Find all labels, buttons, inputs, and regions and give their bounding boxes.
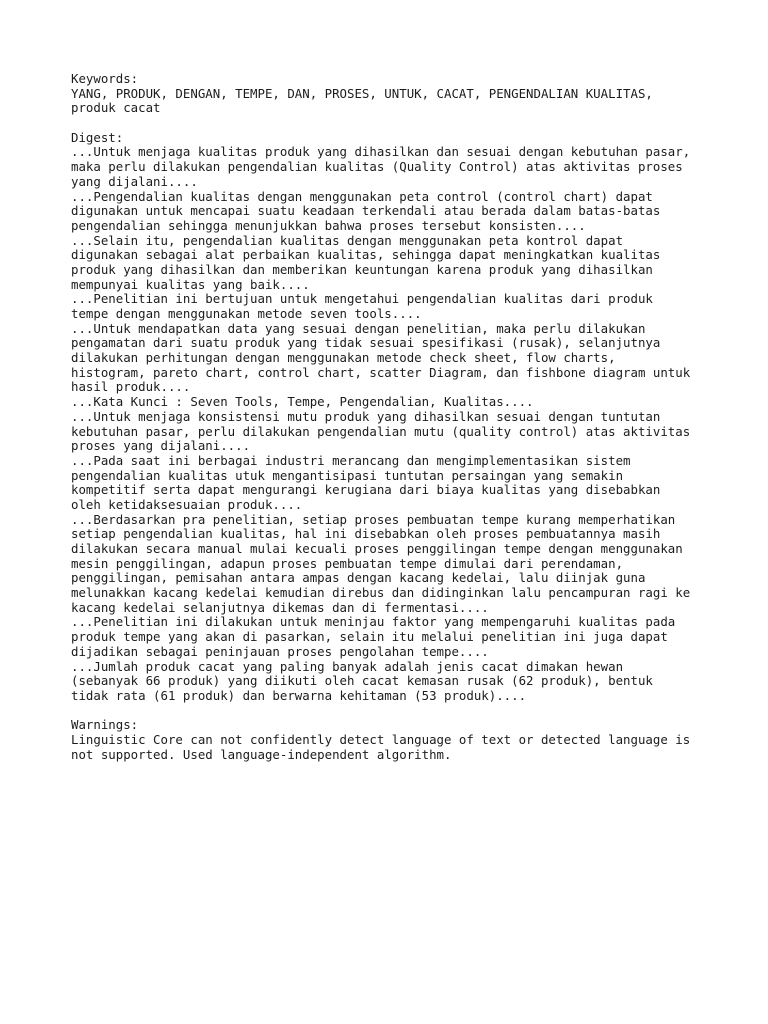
digest-heading: Digest: [71,129,124,145]
digest-line: digunakan sebagai alat perbaikan kualitas, sehingga dapat meningkatkan kualitas [71,247,661,263]
digest-line: oleh ketidaksesuaian produk.... [71,496,303,512]
digest-line: kacang kedelai selanjutnya dikemas dan di fermentasi.... [71,599,489,615]
digest-line: ...Kata Kunci : Seven Tools, Tempe, Pengendalian, Kualitas.... [71,394,534,410]
digest-line: mempunyai kualitas yang baik.... [71,276,310,292]
digest-line: mesin penggilingan, adapun proses pembuatan tempe dimulai dari perendaman, [71,555,624,571]
digest-line: digunakan untuk mencapai suatu keadaan terkendali atau berada dalam batas-batas [71,203,661,219]
digest-line: setiap pengendalian kualitas, hal ini disebabkan oleh proses pembuatannya masih [71,526,661,542]
keywords-line: YANG, PRODUK, DENGAN, TEMPE, DAN, PROSES, UNTUK, CACAT, PENGENDALIAN KUALITAS, [71,85,653,101]
digest-line: ...Untuk menjaga konsistensi mutu produk yang dihasilkan sesuai dengan tuntutan [71,408,661,424]
digest-line: ...Berdasarkan pra penelitian, setiap proses pembuatan tempe kurang memperhatikan [71,511,676,527]
digest-line: yang dijalani.... [71,173,198,189]
digest-line: produk yang dihasilkan dan memberikan keuntungan karena produk yang dihasilkan [71,261,653,277]
digest-line: ...Penelitian ini dilakukan untuk meninjau faktor yang mempengaruhi kualitas pada [71,614,676,630]
digest-line: ...Selain itu, pengendalian kualitas dengan menggunakan peta kontrol dapat [71,232,624,248]
digest-line: maka perlu dilakukan pengendalian kualitas (Quality Control) atas aktivitas proses [71,159,683,175]
digest-line: pengendalian kualitas utuk mengantisipasi tuntutan persaingan yang semakin [71,467,624,483]
digest-line: dilakukan perhitungan dengan menggunakan metode check sheet, flow charts, [71,350,616,366]
digest-line: histogram, pareto chart, control chart, scatter Diagram, dan fishbone diagram untuk [71,364,691,380]
digest-line: melunakkan kacang kedelai kemudian direbus dan didinginkan lalu pencampuran ragi ke [71,585,691,601]
digest-line: ...Jumlah produk cacat yang paling banyak adalah jenis cacat dimakan hewan [71,658,624,674]
document-body [71,72,761,762]
digest-section [71,131,761,704]
digest-line: proses yang dijalani.... [71,438,251,454]
digest-line: pengamatan dari suatu produk yang tidak sesuai spesifikasi (rusak), selanjutnya [71,335,661,351]
digest-line: pengendalian sehingga menunjukkan bahwa proses tersebut konsisten.... [71,217,586,233]
digest-line: tempe dengan menggunakan metode seven tools.... [71,306,422,321]
warnings-line: Linguistic Core can not confidently detect language of text or detected language is [71,731,691,747]
digest-line: tidak rata (61 produk) dan berwarna kehitaman (53 produk).... [71,687,527,703]
keywords-heading: Keywords: [71,71,139,86]
warnings-section [71,718,761,762]
digest-line: ...Pada saat ini berbagai industri merancang dan mengimplementasikan sistem [71,452,631,468]
digest-line: ...Pengendalian kualitas dengan menggunakan peta control (control chart) dapat [71,188,653,204]
digest-line: dilakukan secara manual mulai kecuali proses penggilingan tempe dengan menggunakan [71,541,683,556]
digest-line: kebutuhan pasar, perlu dilakukan pengendalian mutu (quality control) atas aktivitas [71,423,691,439]
digest-line: ...Penelitian ini bertujuan untuk mengetahui pengendalian kualitas dari produk [71,291,653,307]
digest-line: penggilingan, pemisahan antara ampas dengan kacang kedelai, lalu diinjak guna [71,570,646,586]
section-spacer [71,116,761,131]
digest-line: dijadikan sebagai peninjauan proses pengolahan tempe.... [71,643,489,659]
digest-line: produk tempe yang akan di pasarkan, selain itu melalui penelitian ini juga dapat [71,629,668,645]
digest-line: ...Untuk menjaga kualitas produk yang dihasilkan dan sesuai dengan kebutuhan pasar, [71,144,691,160]
keywords-section [71,72,761,116]
warnings-line: not supported. Used language-independent algorithm. [71,746,452,762]
digest-line: ...Untuk mendapatkan data yang sesuai dengan penelitian, maka perlu dilakukan [71,320,646,336]
warnings-heading: Warnings: [71,717,139,733]
keywords-line: produk cacat [71,100,161,116]
digest-line: hasil produk.... [71,379,191,395]
digest-line: kompetitif serta dapat mengurangi kerugiana dari biaya kualitas yang disebabkan [71,482,661,498]
section-spacer [71,704,761,719]
digest-line: (sebanyak 66 produk) yang diikuti oleh cacat kemasan rusak (62 produk), bentuk [71,673,653,689]
